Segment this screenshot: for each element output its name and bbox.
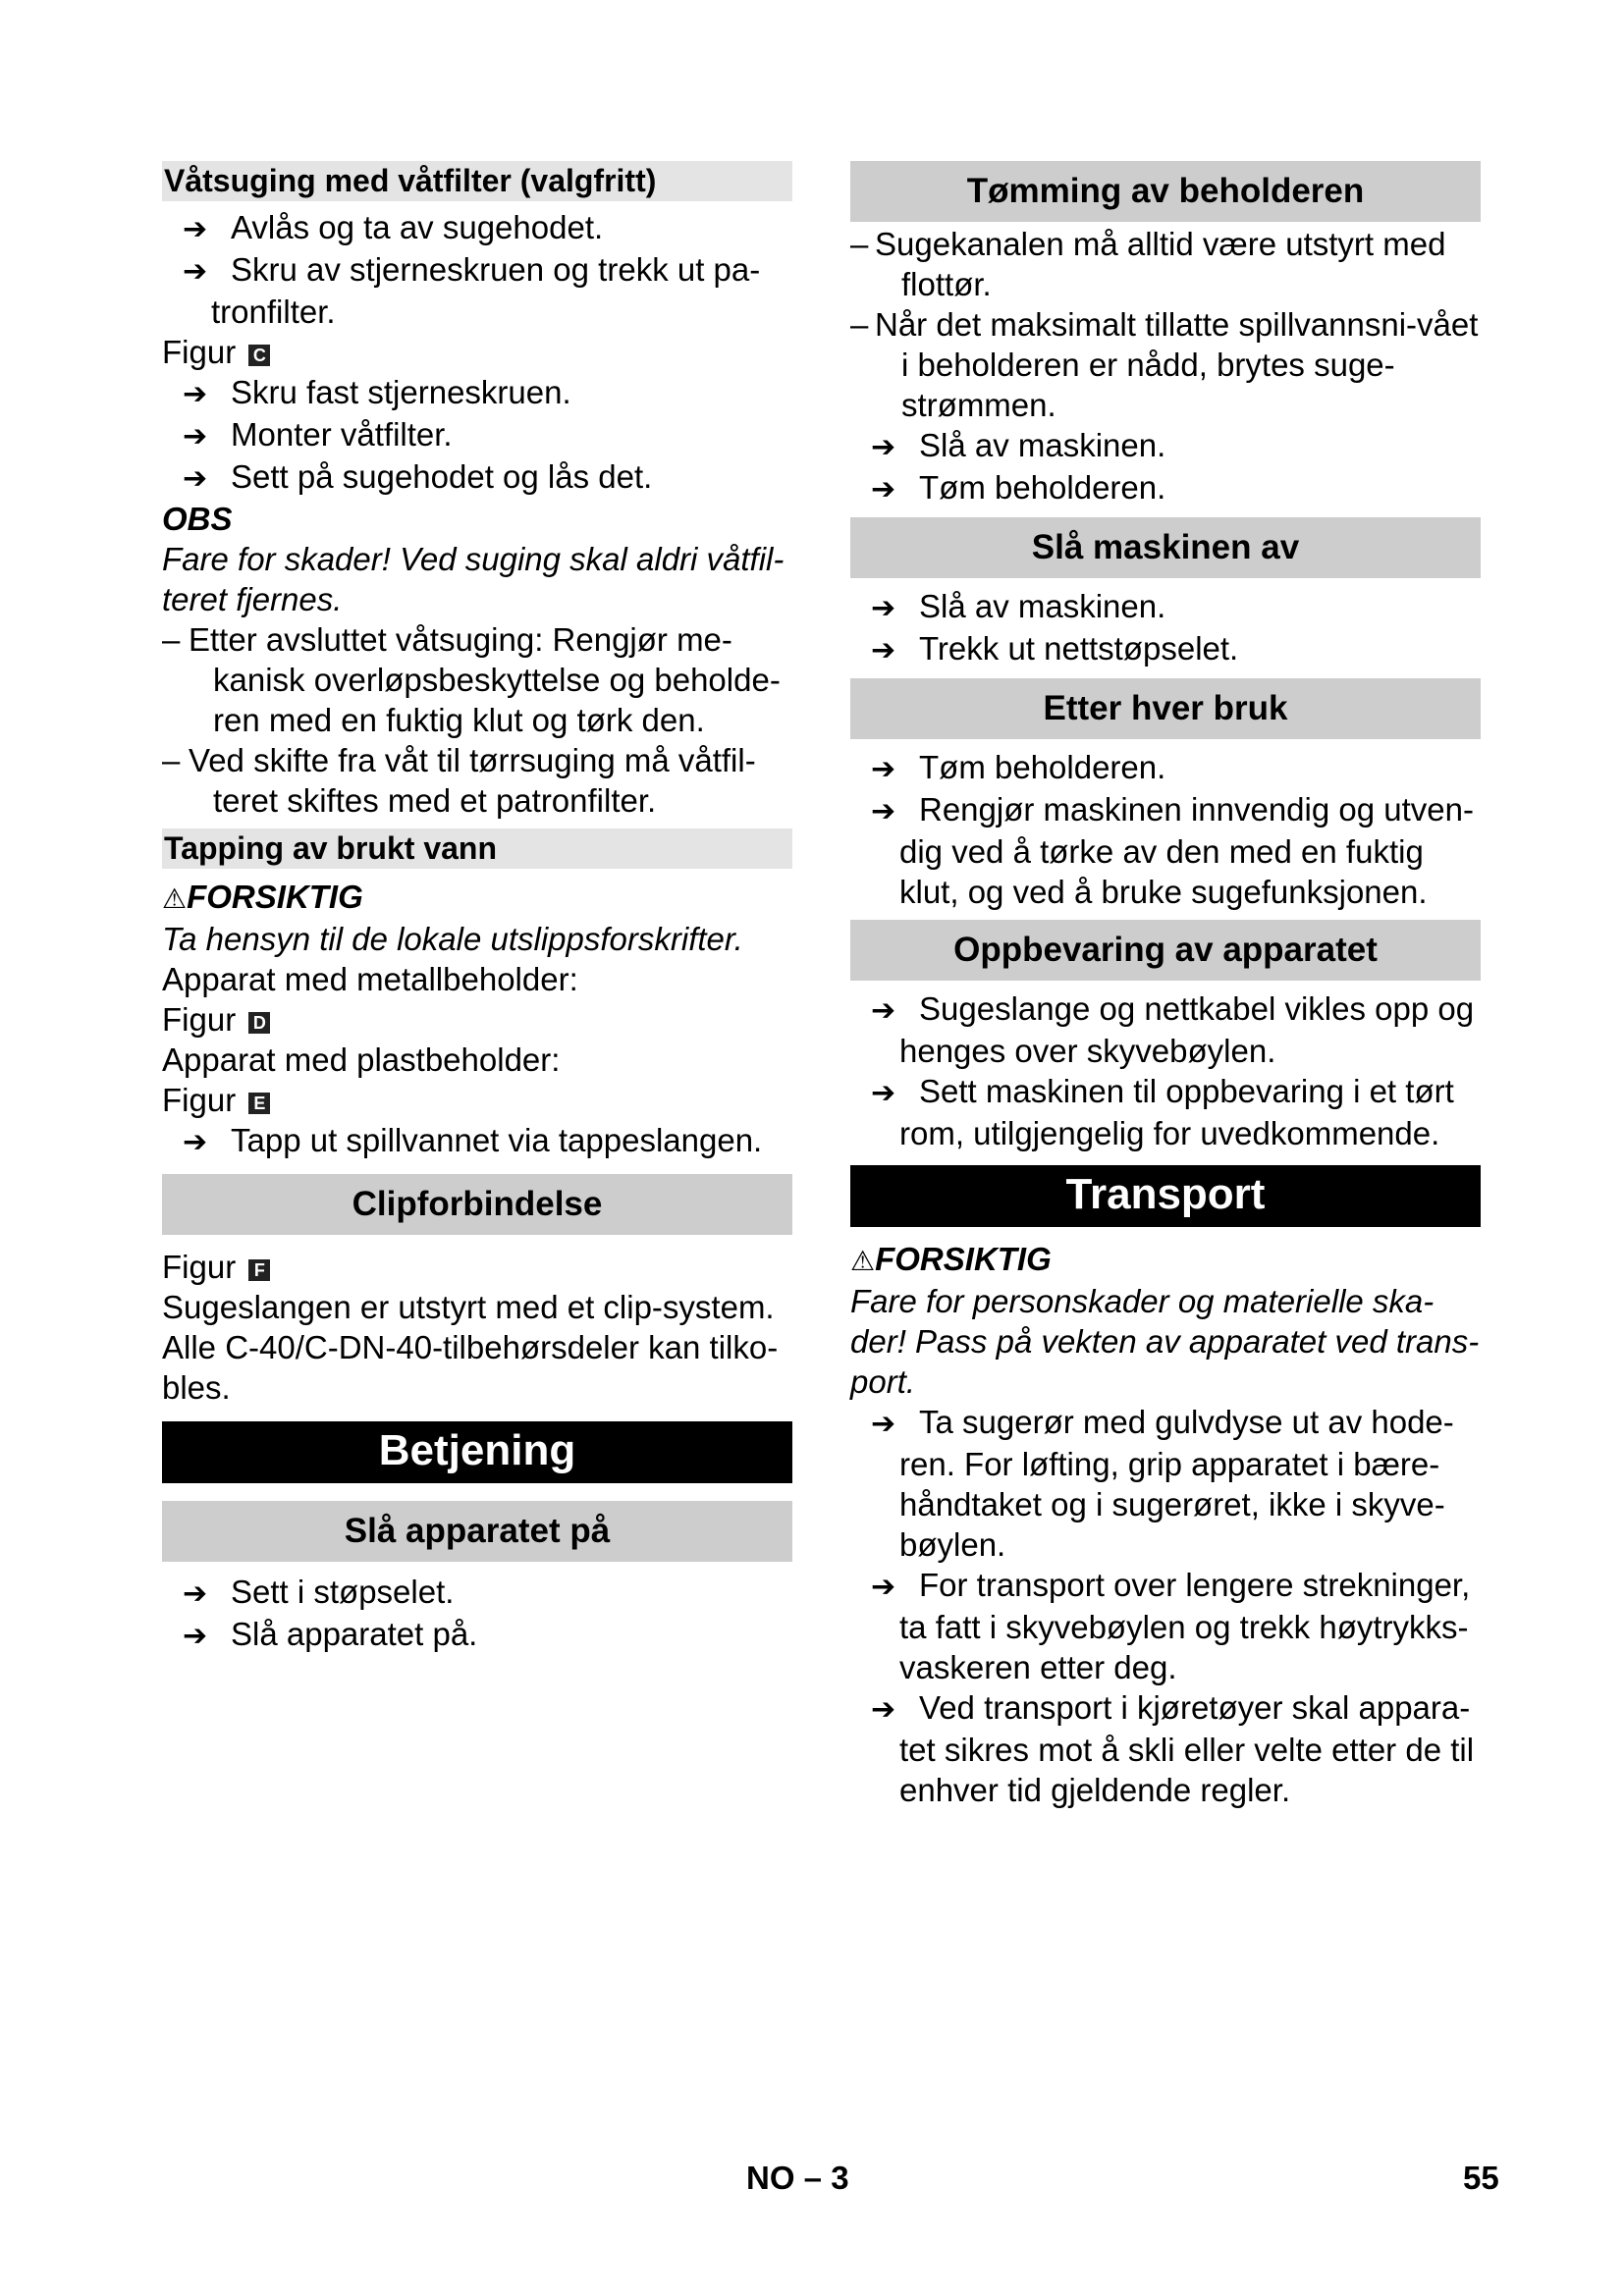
caution-text: FORSIKTIG bbox=[187, 879, 363, 915]
caution-label bbox=[162, 877, 792, 919]
storage-heading: Oppbevaring av apparatet bbox=[850, 920, 1481, 981]
step: ➔ Tøm beholderen. bbox=[850, 747, 1481, 789]
note-text: Etter avsluttet våtsuging: Rengjør me-kanisk overløpsbeskyttelse og beholde-ren med en fuktig klut og tørk den. bbox=[189, 621, 781, 738]
step: ➔ Rengjør maskinen innvendig og utven-dig ved å tørke av den med en fuktig klut, og ved å bruke sugefunksjonen. bbox=[850, 789, 1481, 912]
warning-triangle-icon: ⚠ bbox=[162, 883, 188, 914]
step: ➔ Sett maskinen til oppbevaring i et tørt rom, utilgjengelig for uvedkommende. bbox=[850, 1071, 1481, 1153]
figure-d-icon: D bbox=[248, 1012, 270, 1034]
figure-label: Figur bbox=[162, 1249, 237, 1285]
warning-triangle-icon: ⚠ bbox=[850, 1246, 876, 1276]
step: ➔ For transport over lengere strekninger, ta fatt i skyvebøylen og trekk høytrykks-vaskeren etter deg. bbox=[850, 1565, 1481, 1687]
figure-label: Figur bbox=[162, 334, 237, 370]
step: ➔ Ta sugerør med gulvdyse ut av hode-ren. For løfting, grip apparatet i bære-håndtaket og i sugerøret, ikke i skyve-bøylen. bbox=[850, 1402, 1481, 1565]
clip-heading: Clipforbindelse bbox=[162, 1174, 792, 1235]
caution-body: Fare for personskader og materielle ska-der! Pass på vekten av apparatet ved trans-port. bbox=[850, 1283, 1480, 1400]
step: ➔ Sett i støpselet. bbox=[162, 1572, 792, 1614]
plastic-container-text: Apparat med plastbeholder: bbox=[162, 1041, 561, 1078]
step: ➔ Trekk ut nettstøpselet. bbox=[850, 628, 1481, 670]
step: ➔ Tapp ut spillvannet via tappeslangen. bbox=[162, 1120, 792, 1162]
wet-suction-heading: Våtsuging med våtfilter (valgfritt) bbox=[162, 161, 792, 201]
footer-section: NO – 3 bbox=[746, 2160, 849, 2196]
note-item: – Etter avsluttet våtsuging: Rengjør me-kanisk overløpsbeskyttelse og beholde-ren med en fuktig klut og tørk den. bbox=[162, 621, 781, 738]
step: ➔ Skru fast stjerneskruen. bbox=[162, 372, 792, 414]
step: ➔ Tøm beholderen. bbox=[850, 467, 1481, 509]
transport-heading: Transport bbox=[850, 1165, 1481, 1227]
note-item: – Ved skifte fra våt til tørrsuging må våtfil-teret skiftes med et patronfilter. bbox=[162, 742, 756, 819]
note-text: Når det maksimalt tillatte spillvannsni-vået i beholderen er nådd, brytes suge-strømmen. bbox=[875, 306, 1479, 423]
left-column bbox=[162, 161, 792, 1656]
figure-label: Figur bbox=[162, 1001, 237, 1038]
note-item: – Sugekanalen må alltid være utstyrt med flottør. bbox=[850, 226, 1446, 302]
note-text: Sugekanalen må alltid være utstyrt med flottør. bbox=[875, 226, 1446, 302]
metal-container-text: Apparat med metallbeholder: bbox=[162, 961, 578, 997]
figure-f-icon: F bbox=[248, 1259, 270, 1281]
step: ➔ Sett på sugehodet og lås det. bbox=[162, 456, 792, 499]
figure-label: Figur bbox=[162, 1082, 237, 1118]
step: ➔ Slå apparatet på. bbox=[162, 1614, 792, 1656]
step: ➔ Monter våtfilter. bbox=[162, 414, 792, 456]
step: ➔ Ved transport i kjøretøyer skal appara-tet sikres mot å skli eller velte etter de til enhver tid gjeldende regler. bbox=[850, 1687, 1481, 1810]
figure-ref bbox=[162, 1080, 792, 1120]
step-text: Skru av stjerneskruen og trekk ut pa-tronfilter. bbox=[211, 251, 761, 330]
page-number: 55 bbox=[1463, 2160, 1499, 2196]
operation-heading: Betjening bbox=[162, 1421, 792, 1483]
step: ➔ Avlås og ta av sugehodet. bbox=[162, 207, 792, 249]
figure-e-icon: E bbox=[248, 1093, 270, 1114]
figure-ref bbox=[162, 332, 792, 372]
switch-on-heading: Slå apparatet på bbox=[162, 1501, 792, 1562]
note-text: Ved skifte fra våt til tørrsuging må våtfil-teret skiftes med et patronfilter. bbox=[189, 742, 756, 819]
figure-ref bbox=[162, 1247, 792, 1287]
step bbox=[162, 249, 792, 332]
note-item: – Når det maksimalt tillatte spillvannsni-vået i beholderen er nådd, brytes suge-strømmen. bbox=[850, 306, 1479, 423]
clip-text: Sugeslangen er utstyrt med et clip-system. Alle C-40/C-DN-40-tilbehørsdeler kan tilko-bles. bbox=[162, 1289, 779, 1406]
obs-label: OBS bbox=[162, 501, 233, 537]
caution-body: Ta hensyn til de lokale utslippsforskrifter. bbox=[162, 921, 743, 957]
switch-off-heading: Slå maskinen av bbox=[850, 517, 1481, 578]
figure-c-icon: C bbox=[248, 345, 270, 366]
obs-text: Fare for skader! Ved suging skal aldri våtfil-teret fjernes. bbox=[162, 541, 785, 617]
drain-heading: Tapping av brukt vann bbox=[162, 828, 792, 869]
step: ➔ Slå av maskinen. bbox=[850, 586, 1481, 628]
step: ➔ Slå av maskinen. bbox=[850, 425, 1481, 467]
caution-text: FORSIKTIG bbox=[875, 1241, 1052, 1277]
empty-container-heading: Tømming av beholderen bbox=[850, 161, 1481, 222]
right-column bbox=[850, 161, 1481, 1810]
figure-ref bbox=[162, 999, 792, 1040]
after-use-heading: Etter hver bruk bbox=[850, 678, 1481, 739]
step: ➔ Sugeslange og nettkabel vikles opp og henges over skyvebøylen. bbox=[850, 988, 1481, 1071]
caution-label bbox=[850, 1239, 1481, 1281]
